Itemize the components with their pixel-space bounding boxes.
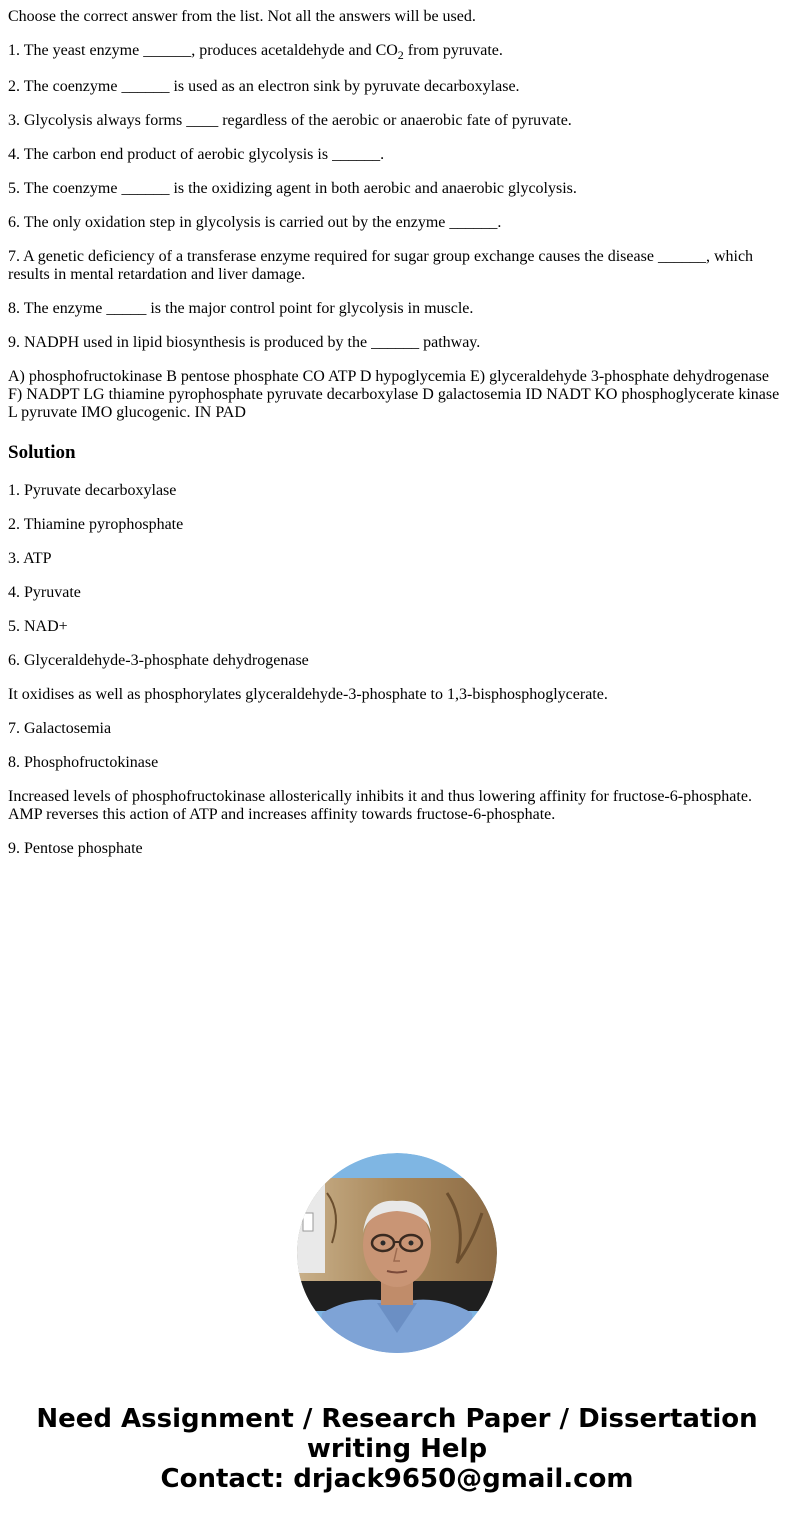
instructions: Choose the correct answer from the list. Not all the answers will be used.: [8, 8, 476, 25]
solution-line: 2. Thiamine pyrophosphate: [8, 516, 184, 533]
avatar-portrait-image: [297, 1153, 497, 1353]
promo-contact: Contact: drjack9650@gmail.com: [160, 1464, 634, 1494]
question-5: 5. The coenzyme ______ is the oxidizing agent in both aerobic and anaerobic glycolysis.: [8, 180, 577, 197]
promo-line-1: Need Assignment / Research Paper / Dissertation: [36, 1404, 758, 1434]
question-2: 2. The coenzyme ______ is used as an electron sink by pyruvate decarboxylase.: [8, 78, 520, 95]
promo-banner: [0, 1404, 794, 1494]
solution-explanation: Increased levels of phosphofructokinase allosterically inhibits it and thus lowering affinity for fructose-6-phosphate. AMP reverses this action of ATP and increases affinity towards fructose-6-phosphate.: [8, 788, 752, 823]
question-6: 6. The only oxidation step in glycolysis is carried out by the enzyme ______.: [8, 214, 502, 231]
promo-line-2: writing Help: [306, 1434, 488, 1464]
document-body: [8, 8, 786, 874]
solution-line: 6. Glyceraldehyde-3-phosphate dehydrogenase: [8, 652, 309, 669]
solution-line: 9. Pentose phosphate: [8, 840, 143, 857]
question-7: 7. A genetic deficiency of a transferase enzyme required for sugar group exchange causes the disease ______, which results in mental retardation and liver damage.: [8, 248, 754, 283]
solution-line: 8. Phosphofructokinase: [8, 754, 159, 771]
question-8: 8. The enzyme _____ is the major control point for glycolysis in muscle.: [8, 300, 474, 317]
solution-line: 5. NAD+: [8, 618, 68, 635]
question-1: [8, 40, 786, 62]
solution-line: 1. Pyruvate decarboxylase: [8, 482, 177, 499]
solution-line: 4. Pyruvate: [8, 584, 81, 601]
question-1-text: 1. The yeast enzyme ______, produces acetaldehyde and CO: [8, 42, 398, 59]
question-1-text-end: from pyruvate.: [403, 42, 503, 59]
solution-heading: Solution: [8, 442, 76, 463]
solution-line: 3. ATP: [8, 550, 52, 567]
answer-options: A) phosphofructokinase B pentose phosphate CO ATP D hypoglycemia E) glyceraldehyde 3-phosphate dehydrogenase F) NADPT LG thiamine pyrophosphate pyruvate decarboxylase D galactosemia ID NADT KO phosphoglycerate kinase L pyruvate IMO glucogenic. IN PAD: [8, 368, 780, 421]
question-1-subscript: 2: [397, 48, 404, 63]
solution-line: 7. Galactosemia: [8, 720, 112, 737]
avatar: [297, 1153, 497, 1353]
question-9: 9. NADPH used in lipid biosynthesis is produced by the ______ pathway.: [8, 334, 481, 351]
question-4: 4. The carbon end product of aerobic glycolysis is ______.: [8, 146, 385, 163]
solution-explanation: It oxidises as well as phosphorylates glyceraldehyde-3-phosphate to 1,3-bisphosphoglycerate.: [8, 686, 608, 703]
question-3: 3. Glycolysis always forms ____ regardless of the aerobic or anaerobic fate of pyruvate.: [8, 112, 572, 129]
